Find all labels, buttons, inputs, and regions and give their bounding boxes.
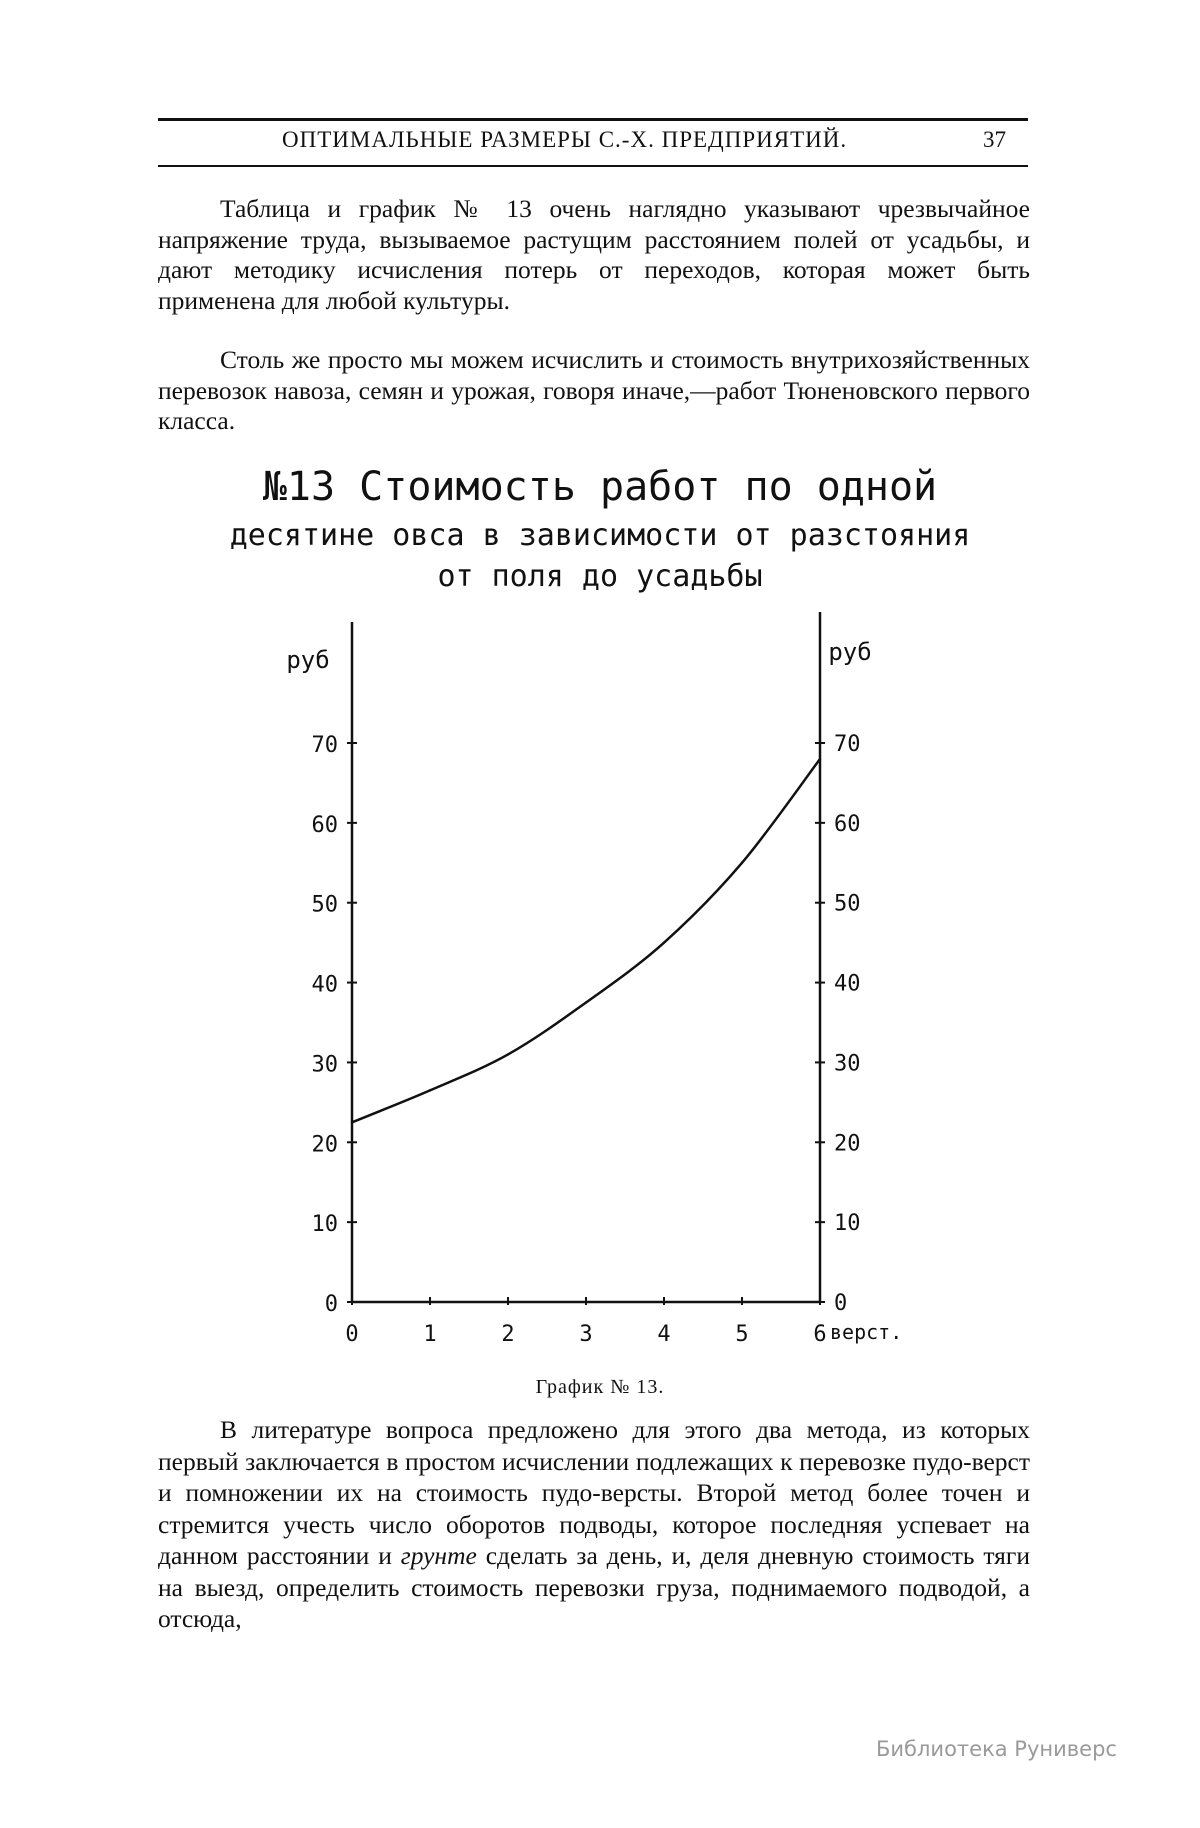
chart-title-line-1: №13 Стоимость работ по одной xyxy=(262,464,938,510)
y-tick-label-right-0: 0 xyxy=(834,1291,848,1316)
y-unit-label-left: руб xyxy=(286,646,330,674)
chart-caption: График № 13. xyxy=(535,1376,665,1398)
data-point-6 xyxy=(819,758,821,760)
y-tick-label-left-30: 30 xyxy=(311,1052,338,1078)
y-tick-label-right-10: 10 xyxy=(834,1211,861,1237)
x-tick-label-4: 4 xyxy=(657,1322,671,1347)
y-tick-label-left-60: 60 xyxy=(311,812,338,838)
chart-title-line-2: десятине овса в зависимости от разстояния xyxy=(229,518,971,553)
y-tick-label-right-20: 20 xyxy=(834,1131,861,1157)
y-tick-label-left-70: 70 xyxy=(311,733,338,758)
running-header xyxy=(158,118,1028,167)
x-tick-label-6: 6 xyxy=(813,1322,827,1347)
x-tick-label-2: 2 xyxy=(501,1322,515,1347)
paragraph-1: Таблица и график № 13 очень наглядно указывают чрезвычайное напряжение труда, вызываемое растущим расстоянием полей от усадьбы, и дают методику исчисления потерь от переходов, которая может быть применена для любой культуры. xyxy=(158,194,1030,315)
data-point-4 xyxy=(663,941,665,943)
x-tick-label-0: 0 xyxy=(345,1322,359,1347)
paragraph-3 xyxy=(158,1414,1030,1635)
y-tick-label-right-50: 50 xyxy=(834,891,861,917)
page-number: 37 xyxy=(983,127,1006,152)
data-point-0 xyxy=(351,1121,353,1123)
series-line-1 xyxy=(352,759,820,1122)
y-tick-label-left-40: 40 xyxy=(311,972,338,998)
data-point-5 xyxy=(741,862,743,864)
y-tick-label-right-40: 40 xyxy=(834,971,861,997)
chart-title-line-3: от поля до усадьбы xyxy=(437,559,763,594)
y-tick-label-left-20: 20 xyxy=(311,1132,338,1158)
paragraph-3-text-start: В литературе вопроса предложено для этого два метода, из которых первый заключается в простом исчислении подлежащих к перевозке пудо-верст и помножении их на стоимость пудо-версты. Второй метод более точен и стремится учесть число оборотов подводы, которое последняя успевает на данном расстоянии и xyxy=(158,1415,1030,1570)
chart xyxy=(0,440,1200,1360)
library-watermark: Библиотека Руниверс xyxy=(876,1737,1117,1761)
y-unit-label-right: руб xyxy=(828,638,872,666)
x-tick-label-1: 1 xyxy=(423,1322,437,1347)
data-point-3 xyxy=(585,1001,587,1003)
x-tick-label-3: 3 xyxy=(579,1322,593,1347)
y-tick-label-left-0: 0 xyxy=(324,1292,338,1317)
data-point-2 xyxy=(507,1053,509,1055)
header-title: ОПТИМАЛЬНЫЕ РАЗМЕРЫ С.-Х. ПРЕДПРИЯТИЙ. xyxy=(282,127,848,152)
data-point-1 xyxy=(429,1089,431,1091)
x-tick-label-5: 5 xyxy=(735,1322,749,1347)
x-unit-label: верст. xyxy=(830,1320,903,1344)
paragraph-3-italic-word: грунте xyxy=(400,1541,477,1570)
y-tick-label-left-10: 10 xyxy=(311,1212,338,1238)
y-tick-label-right-70: 70 xyxy=(834,732,861,757)
y-tick-label-right-30: 30 xyxy=(834,1051,861,1077)
y-tick-label-right-60: 60 xyxy=(834,811,861,837)
paragraph-3-text-end: сделать за день, и, деля дневную стоимость тяги на выезд, определить стоимость перевозки груза, поднимаемого подводой, а отсюда, xyxy=(158,1541,1031,1633)
y-tick-label-left-50: 50 xyxy=(311,892,338,918)
paragraph-2: Столь же просто мы можем исчислить и стоимость внутрихозяйственных перевозок навоза, семян и урожая, говоря иначе,—работ Тюненовского первого класса. xyxy=(158,345,1030,435)
